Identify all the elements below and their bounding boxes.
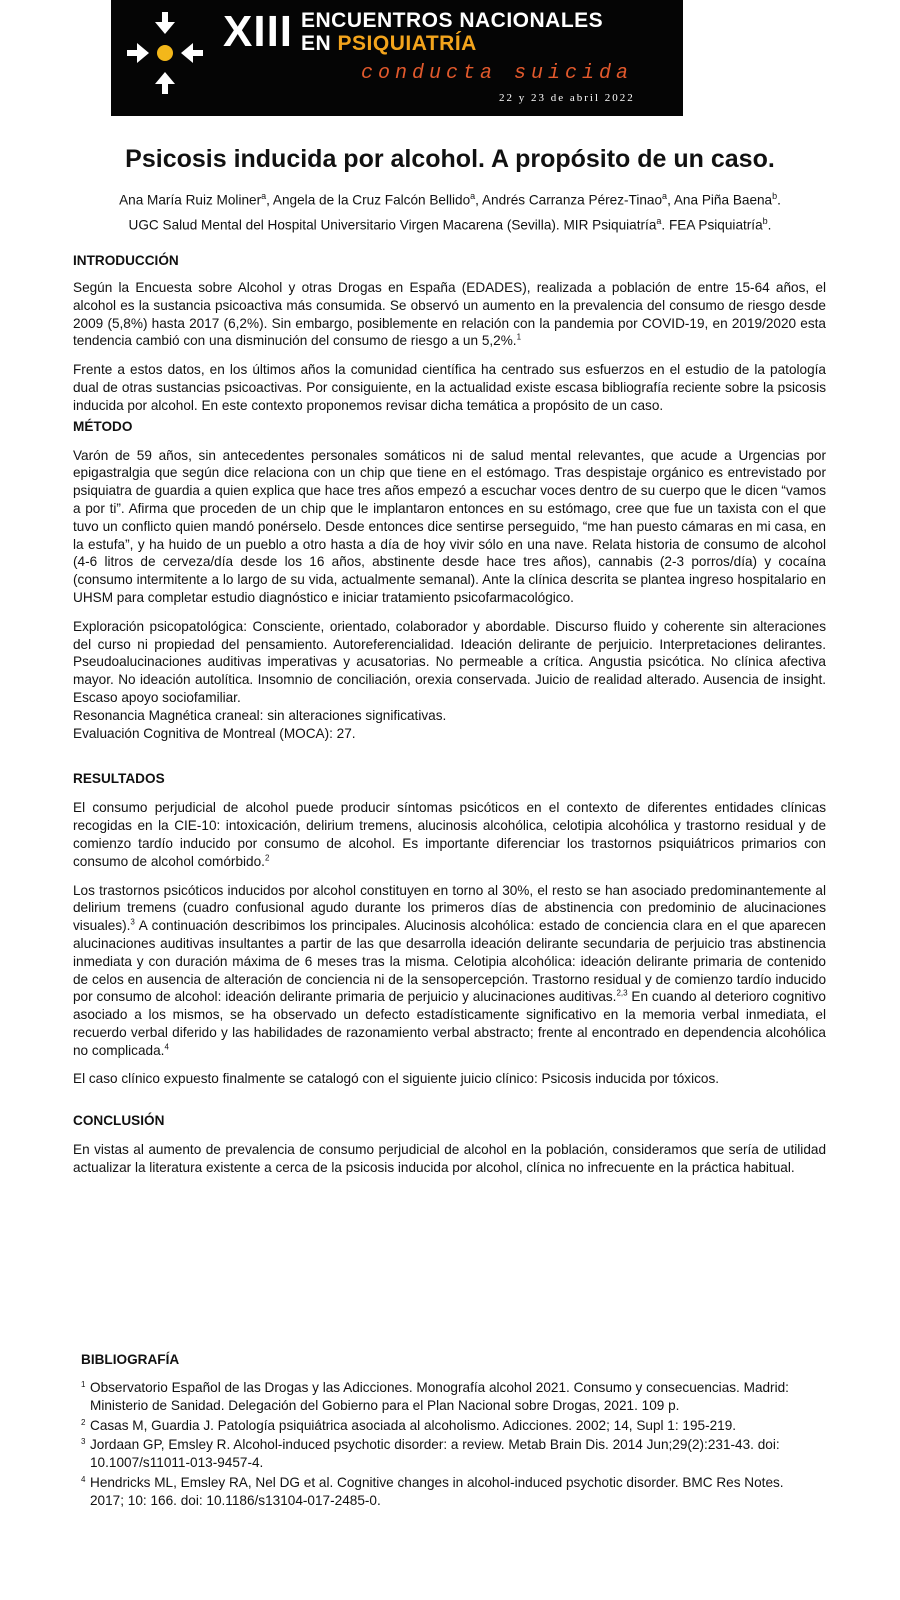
reference-number: 1: [81, 1380, 86, 1389]
affiliation-end: .: [767, 217, 772, 233]
reference-item: [81, 1417, 821, 1435]
banner-area: [0, 0, 900, 116]
affiliations: [0, 211, 900, 236]
affiliation-2-mark: b: [762, 215, 768, 226]
method-moca-line: Evaluación Cognitiva de Montreal (MOCA): 27.: [73, 725, 356, 741]
intro-paragraph-1: [73, 279, 826, 350]
method-paragraph-2: Exploración psicopatológica: Consciente, orientado, colaborador y abordable. Discurso fluido y coherente sin alteraciones del curso ni propiedad del pensamiento. Autoreferencialidad. Ideación delirante de perjuicio. Interpretaciones delirantes. Pseudoalucinaciones auditivas imperativas y acusatorias. No permeable a crítica. Angustia psicótica. No clínica afectiva mayor. No ideación autolítica. Insomnio de conciliación, orexia conservada. Juicio de realidad alterado. Ausencia de insight. Escaso apoyo sociofamiliar.: [73, 618, 826, 705]
author-1-affiliation: a: [261, 191, 267, 201]
event-banner: [111, 0, 683, 116]
reference-item: [81, 1436, 821, 1472]
section-heading-method: MÉTODO: [73, 418, 133, 434]
results-paragraph-3: El caso clínico expuesto finalmente se catalogó con el siguiente juicio clínico: Psicosis inducida por tóxicos.: [73, 1071, 720, 1087]
poster-body: [73, 252, 826, 1177]
reference-text: Observatorio Español de las Drogas y las Adicciones. Monografía alcohol 2021. Consumo y consecuencias. Madrid: Ministerio de Sanidad. Delegación del Gobierno para el Plan Nacional sobre Drogas, 2021. 109 p.: [90, 1380, 789, 1413]
affiliation-1: UGC Salud Mental del Hospital Universitario Virgen Macarena (Sevilla). MIR Psiquiatría: [128, 217, 657, 233]
author-list: [0, 186, 900, 211]
reference-number: 4: [81, 1474, 86, 1484]
event-name-en: EN: [301, 32, 332, 55]
affiliation-1-mark: a: [656, 215, 662, 226]
results-paragraph-2-part-c: En cuando al deterioro cognitivo asociado a los mismos, se ha observado un defecto estadísticamente significativo en la memoria verbal inmediata, el recuerdo verbal diferido y las habilidades de razonamiento verbal abstracto; frente al encontrado en dependencia alcohólica no complicada.: [73, 989, 826, 1058]
results-paragraph-2: [73, 882, 826, 1060]
event-date: 22 y 23 de abril 2022: [499, 92, 635, 104]
reference-item: [81, 1474, 821, 1510]
affiliation-2: . FEA Psiquiatría: [661, 217, 763, 233]
authors-block: [0, 186, 900, 235]
results-paragraph-1-text: El consumo perjudicial de alcohol puede producir síntomas psicóticos en el contexto de diferentes entidades clínicas recogidas en la CIE-10: intoxicación, delirium tremens, alucinosis alcohólica, celotipia alcohólica y trastorno residual y de comienzo tardío inducido por consumo de alcohol. Es importante diferenciar los trastornos psiquiátricos primarios con consumo de alcohol comórbido.: [73, 800, 826, 869]
edition-number: XIII: [223, 7, 294, 56]
section-heading-intro: INTRODUCCIÓN: [73, 253, 179, 268]
citation-mark: 3: [130, 917, 135, 927]
results-paragraph-2-part-b: A continuación describimos los principales. Alucinosis alcohólica: estado de conciencia clara en el que aparecen alucinaciones auditivas insultantes a partir de las que desarrolla ideación delirante secundaria de perjuicio tras abstinencia inmediata y con duración máxima de 6 meses tras la misma. Celotipia alcohólica: ideación delirante primaria de contenido de celos en ausencia de alteración de conciencia ni de la sensopercepción. Trastorno residual y de comienzo tardío inducido por consumo de alcohol: ideación delirante primaria de perjuicio y alucinaciones auditivas.: [73, 918, 826, 1005]
event-name-line2: [301, 33, 477, 54]
author-4-affiliation: b: [772, 191, 778, 201]
method-mri-line: Resonancia Magnética craneal: sin alteraciones significativas.: [73, 707, 447, 723]
intro-paragraph-2: Frente a estos datos, en los últimos años la comunidad científica ha centrado sus esfuerzos en el estudio de la patología dual de otras sustancias psicoactivas. Por consiguiente, en la actualidad existe escasa bibliografía reciente sobre la psicosis inducida por alcohol. En este contexto proponemos revisar dicha temática a propósito de un caso.: [73, 362, 826, 413]
author-3: , Andrés Carranza Pérez-Tinao: [475, 192, 663, 208]
reference-item: [81, 1379, 821, 1415]
event-subtitle: conducta suicida: [361, 62, 634, 85]
bibliography-section: [81, 1351, 821, 1512]
author-list-end: .: [777, 192, 781, 208]
section-heading-results: RESULTADOS: [73, 771, 165, 787]
event-name-psiquiatria: PSIQUIATRÍA: [337, 32, 477, 55]
citation-mark: 2,3: [616, 988, 628, 998]
section-heading-conclusion: CONCLUSIÓN: [73, 1113, 165, 1129]
results-paragraph-2-part-a: Los trastornos psicóticos inducidos por alcohol constituyen en torno al 30%, el resto se han asociado predominantemente al delirium tremens (cuadro confusional agudo durante los primeros días de abstinencia con predominio de alucinaciones visuales).: [73, 882, 826, 934]
author-3-affiliation: a: [662, 191, 668, 201]
conclusion-paragraph: En vistas al aumento de prevalencia de consumo perjudicial de alcohol en la población, consideramos que sería de utilidad actualizar la literatura existente a cerca de la psicosis inducida por alcohol, clínica no infrecuente en la práctica habitual.: [73, 1142, 826, 1176]
citation-mark: 2: [264, 853, 270, 863]
method-paragraph-1: Varón de 59 años, sin antecedentes personales somáticos ni de salud mental relevantes, que acude a Urgencias por epigastralgia que según dice relaciona con un chip que tiene en el estómago. Tras despistaje orgánico es entrevistado por psiquiatra de guardia a quien explica que hace tres años empezó a escuchar voces dentro de su cuerpo que le dicen “vamos a por ti”. Afirma que proceden de un chip que le implantaron entonces en su estómago, cree que fue un taxista con el que tuvo un conflicto quien mandó ponérselo. Desde entonces dice sentirse perseguido, “me han puesto cámaras en mi casa, en la estufa”, y ha huido de un pueblo a otro hasta a día de hoy vivir sólo en una nave. Relata historia de consumo de alcohol (4-6 litros de cerveza/día desde los 16 años, abstinente desde hace tres años), cannabis (2-3 porros/día) y cocaína (consumo intermitente a lo largo de su vida, actualmente semanal). Ante la clínica descrita se plantea ingreso hospitalario en UHSM para completar estudio diagnóstico e iniciar tratamiento psicofarmacológico.: [73, 447, 826, 605]
converging-arrows-logo-icon: [125, 10, 205, 96]
intro-paragraph-1-text: Según la Encuesta sobre Alcohol y otras Drogas en España (EDADES), realizada a población de entre 15-64 años, el alcohol es la sustancia psicoactiva más consumida. Se observó un aumento en la prevalencia del consumo de riesgo desde 2009 (5,8%) hasta 2017 (6,2%). Sin embargo, posiblemente en relación con la pandemia por COVID-19, en 2019/2020 esta tendencia cambió con una disminución del consumo de riesgo a un 5,2%.: [73, 280, 826, 349]
reference-text: Jordaan GP, Emsley R. Alcohol-induced psychotic disorder: a review. Metab Brain Dis. 2014 Jun;29(2):231-43. doi: 10.1007/s11011-013-9457-4.: [90, 1437, 780, 1471]
author-2: , Angela de la Cruz Falcón Bellido: [266, 192, 471, 208]
event-name-line1: ENCUENTROS NACIONALES: [301, 9, 604, 32]
results-paragraph-1: [73, 799, 826, 870]
reference-number: 3: [81, 1437, 86, 1447]
author-2-affiliation: a: [470, 191, 476, 201]
reference-text: Casas M, Guardia J. Patología psiquiátrica asociada al alcoholismo. Adicciones. 2002; 14, Supl 1: 195-219.: [90, 1417, 737, 1433]
author-1: Ana María Ruiz Moliner: [119, 192, 262, 208]
reference-number: 2: [81, 1417, 86, 1427]
poster-title: Psicosis inducida por alcohol. A propósito de un caso.: [125, 145, 775, 173]
reference-text: Hendricks ML, Emsley RA, Nel DG et al. Cognitive changes in alcohol-induced psychotic disorder. BMC Res Notes. 2017; 10: 166. doi: 10.1186/s13104-017-2485-0.: [90, 1474, 784, 1508]
citation-mark: 1: [516, 332, 522, 342]
section-heading-bibliography: BIBLIOGRAFÍA: [81, 1352, 180, 1367]
citation-mark: 4: [164, 1042, 169, 1052]
author-4: , Ana Piña Baena: [667, 192, 773, 208]
